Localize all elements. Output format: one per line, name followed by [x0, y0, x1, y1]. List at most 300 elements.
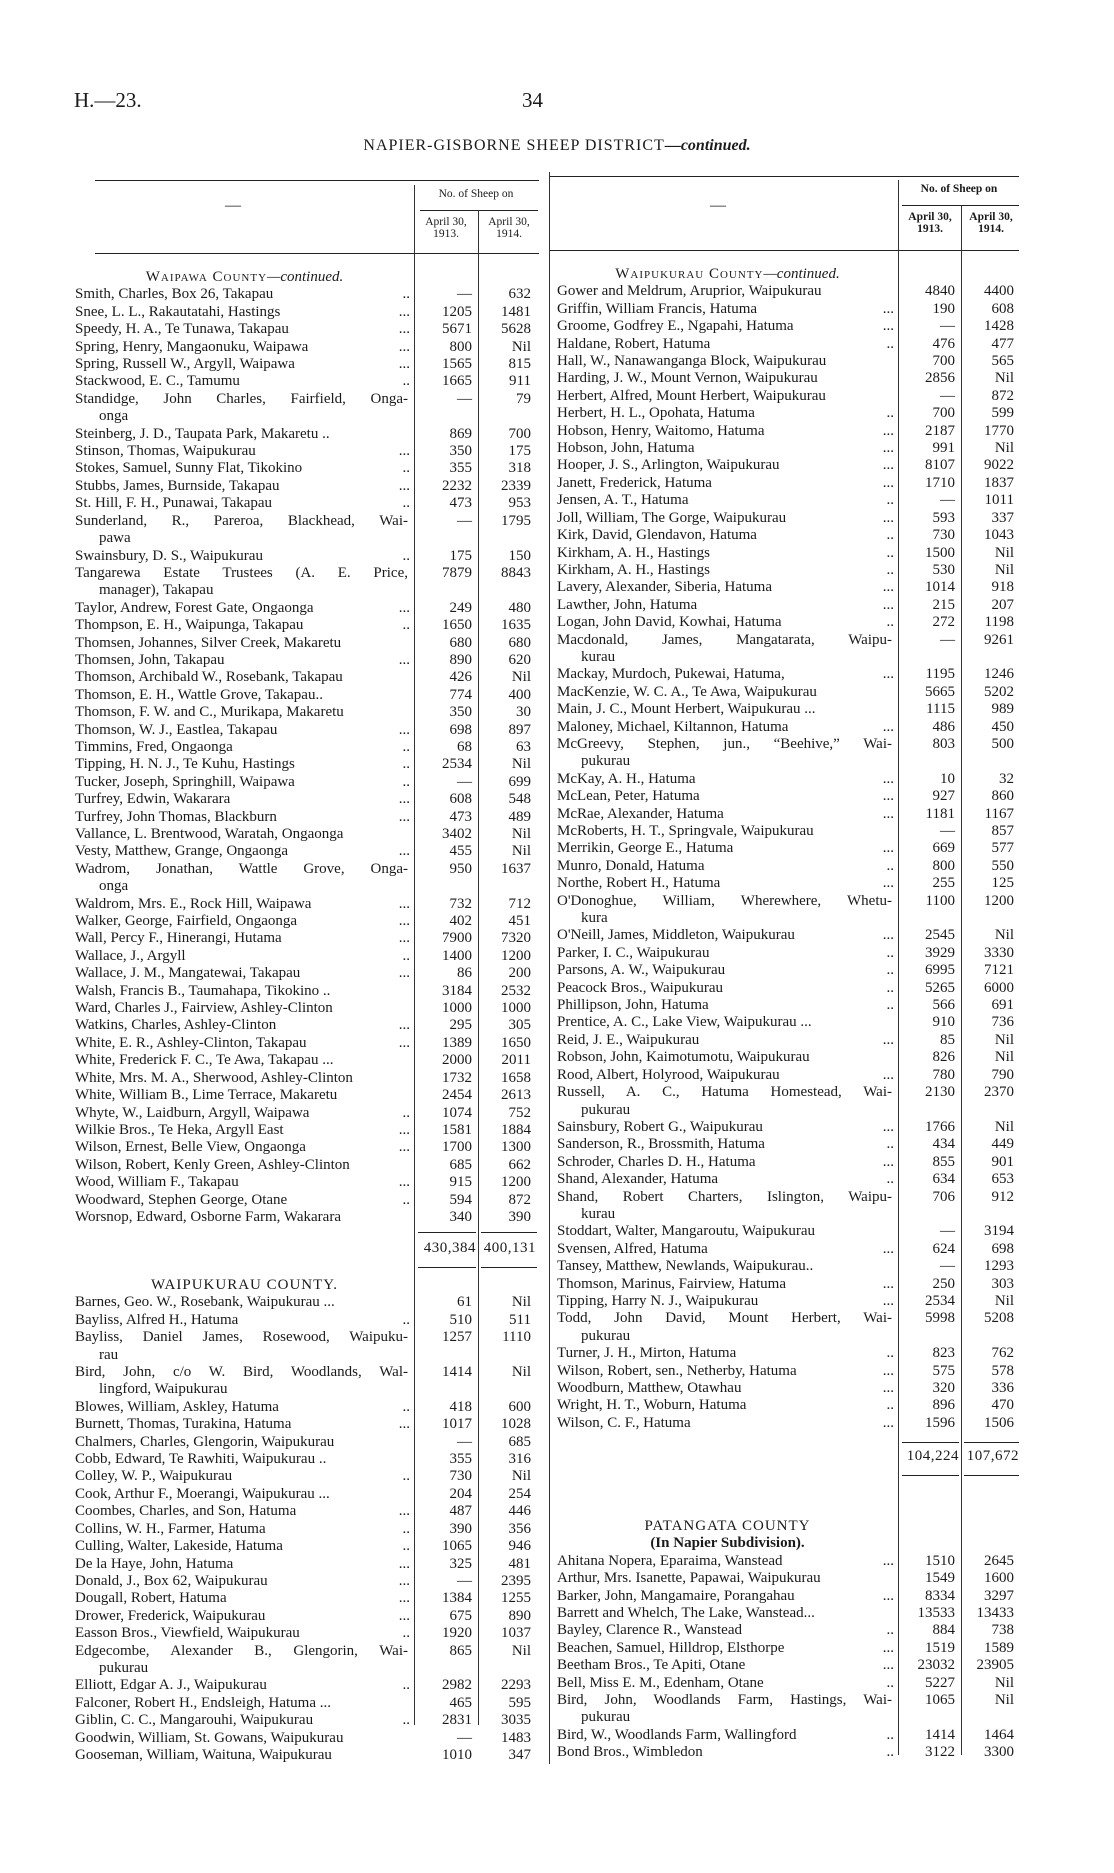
- owner-name: Gower and Meldrum, Aruprior, Waipukurau: [557, 283, 822, 300]
- heading-suffix: —continued.: [763, 266, 840, 282]
- leader-dots: ..: [886, 1622, 894, 1639]
- table-row: [557, 1189, 1020, 1224]
- sheep-1913: 730: [449, 1468, 472, 1485]
- table-row: [557, 1014, 1020, 1031]
- sheep-1913: 3402: [442, 826, 472, 842]
- table-row: [557, 945, 1020, 962]
- leader-dots: ..: [886, 944, 894, 961]
- leader-dots: ...: [882, 875, 894, 892]
- sheep-1913: 350: [449, 704, 472, 721]
- table-row: [75, 1399, 537, 1416]
- owner-cell: [557, 1744, 898, 1761]
- leader-dots: ...: [882, 788, 894, 805]
- owner-cell: [75, 1174, 414, 1191]
- owner-name: Griffin, William Francis, Hatuma: [557, 300, 758, 317]
- sheep-1913: 1074: [442, 1104, 472, 1121]
- owner-cell: [75, 1294, 414, 1311]
- table-row: [75, 1294, 537, 1311]
- owner-name: Sainsbury, Robert G., Waipukurau: [557, 1118, 763, 1135]
- owner-cell: [557, 788, 898, 805]
- owner-name: Kirk, David, Glendavon, Hatuma: [557, 527, 757, 544]
- leader-dots: ..: [402, 1625, 410, 1642]
- sheep-1914: 446: [508, 1503, 531, 1520]
- table-row: [75, 443, 537, 460]
- header-col-1914: April 30, 1914.: [969, 211, 1013, 235]
- owner-name: Bird, John, Woodlands Farm, Hastings, Wai-: [557, 1692, 892, 1709]
- owner-cell: [557, 423, 898, 440]
- owner-name-continuation: lingford, Waipukurau: [99, 1381, 228, 1398]
- table-row: [75, 1174, 537, 1191]
- sheep-1914: 989: [991, 701, 1014, 718]
- leader-dots: ..: [402, 1191, 410, 1208]
- table-row: [75, 339, 537, 356]
- owner-cell: [75, 373, 414, 390]
- table-row: [557, 632, 1020, 667]
- sheep-1914: 946: [508, 1538, 531, 1555]
- sheep-1914: 30: [516, 704, 531, 721]
- table-border: [549, 172, 550, 1764]
- owner-name: Lawther, John, Hatuma: [557, 596, 698, 613]
- table-row: [557, 388, 1020, 405]
- sheep-1913: 530: [932, 561, 955, 578]
- leader-dots: ..: [402, 1104, 410, 1121]
- waipukurau-total-row: [898, 1448, 1021, 1465]
- owner-name: Easson Bros., Viewfield, Waipukurau: [75, 1625, 300, 1642]
- owner-name: Timmins, Fred, Ongaonga: [75, 738, 233, 755]
- owner-name: Thomson, Marinus, Fairview, Hatuma: [557, 1275, 786, 1292]
- leader-dots: ...: [882, 1118, 894, 1135]
- table-row: [75, 1192, 537, 1209]
- table-row: [557, 1067, 1020, 1084]
- owner-name: Thomson, F. W. and C., Murikapa, Makaretu: [75, 704, 344, 721]
- table-row: [75, 1712, 537, 1729]
- sheep-1913: —: [457, 1572, 472, 1589]
- table-row: [557, 597, 1020, 614]
- owner-cell: [75, 1434, 414, 1451]
- leader-dots: ...: [398, 1607, 410, 1624]
- table-row: [75, 356, 537, 373]
- patangata-county-section: [557, 1518, 1020, 1762]
- owner-name: White, William B., Lime Terrace, Makaretu: [75, 1087, 338, 1104]
- owner-cell: [557, 301, 898, 318]
- owner-name-continuation: onga: [99, 878, 129, 895]
- sheep-1914: 953: [508, 495, 531, 512]
- sheep-1914: 699: [508, 773, 531, 790]
- table-row: [557, 1119, 1020, 1136]
- section-heading: [75, 269, 414, 286]
- sheep-1913: 1920: [442, 1625, 472, 1642]
- owner-name: Thomsen, John, Takapau: [75, 651, 225, 668]
- table-row: [557, 527, 1020, 544]
- sheep-1913: 1100: [925, 892, 955, 909]
- waipawa-total-row: [414, 1240, 538, 1257]
- owner-cell: [75, 1364, 414, 1399]
- owner-cell: [557, 510, 898, 527]
- owner-name: Joll, William, The Gorge, Waipukurau: [557, 509, 787, 526]
- owner-cell: [75, 1590, 414, 1607]
- owner-name: Harding, J. W., Mount Vernon, Waipukurau: [557, 370, 818, 387]
- owner-cell: [75, 1468, 414, 1485]
- owner-cell: [75, 861, 414, 896]
- owner-cell: [557, 1293, 898, 1310]
- owner-name: Tipping, H. N. J., Te Kuhu, Hastings: [75, 756, 295, 773]
- owner-name: Stubbs, James, Burnside, Takapau: [75, 477, 280, 494]
- sheep-1913: 1732: [442, 1069, 472, 1086]
- sheep-1913: —: [940, 631, 955, 648]
- table-row: [75, 1122, 537, 1139]
- leader-dots: ...: [398, 1416, 410, 1433]
- owner-cell: [75, 617, 414, 634]
- leader-dots: ..: [402, 756, 410, 773]
- owner-name: Wallace, J., Argyll: [75, 947, 186, 964]
- leader-dots: ...: [882, 1639, 894, 1656]
- sheep-1913: 476: [932, 335, 955, 352]
- sheep-1914: 3194: [984, 1223, 1014, 1240]
- owner-cell: [557, 1657, 898, 1674]
- owner-cell: [75, 1712, 414, 1729]
- table-row: [75, 1139, 537, 1156]
- title-suffix: —continued.: [664, 137, 751, 154]
- sheep-1914: 5628: [501, 321, 531, 338]
- sheep-1913: 473: [449, 808, 472, 825]
- sheep-1914: Nil: [994, 544, 1014, 561]
- table-row: [75, 913, 537, 930]
- owner-name: Walker, George, Fairfield, Ongaonga: [75, 913, 298, 930]
- total-rule: [418, 1267, 476, 1268]
- sheep-1913: 473: [449, 495, 472, 512]
- sheep-1913: 1014: [925, 579, 955, 596]
- owner-cell: [75, 896, 414, 913]
- sheep-1914: 175: [508, 443, 531, 460]
- sheep-1914: Nil: [511, 756, 531, 773]
- table-row: [557, 301, 1020, 318]
- owner-cell: [557, 684, 898, 701]
- owner-name: Wright, H. T., Woburn, Hatuma: [557, 1397, 747, 1414]
- owner-cell: [557, 980, 898, 997]
- leader-dots: ...: [398, 477, 410, 494]
- table-row: [75, 495, 537, 512]
- leader-dots: ...: [882, 840, 894, 857]
- owner-cell: [557, 562, 898, 579]
- owner-cell: [557, 666, 898, 683]
- owner-name: Turner, J. H., Mirton, Hatuma: [557, 1345, 737, 1362]
- sheep-1913: 669: [932, 840, 955, 857]
- sheep-1913: 2545: [925, 927, 955, 944]
- table-row: [557, 736, 1020, 771]
- sheep-1914: 400: [508, 686, 531, 703]
- sheep-1914: 3035: [501, 1712, 531, 1729]
- leader-dots: ...: [398, 791, 410, 808]
- leader-dots: ...: [398, 1121, 410, 1138]
- owner-name: McLean, Peter, Hatuma: [557, 788, 700, 805]
- table-row: [75, 1416, 537, 1433]
- table-row: [75, 1625, 537, 1642]
- owner-name: Logan, John David, Kowhai, Hatuma: [557, 614, 782, 631]
- table-row: [557, 1397, 1020, 1414]
- sheep-1913: 2856: [925, 370, 955, 387]
- table-row: [75, 478, 537, 495]
- leader-dots: ..: [402, 617, 410, 634]
- table-row: [557, 823, 1020, 840]
- sheep-1913: 624: [932, 1240, 955, 1257]
- owner-name: Maloney, Michael, Kiltannon, Hatuma: [557, 718, 789, 735]
- owner-cell: [75, 513, 414, 548]
- owner-cell: [75, 1070, 414, 1087]
- table-row: [557, 1032, 1020, 1049]
- leader-dots: ...: [882, 1380, 894, 1396]
- sheep-1914: 1300: [501, 1139, 531, 1156]
- sheep-1914: Nil: [994, 1031, 1014, 1048]
- owner-cell: [75, 565, 414, 600]
- sheep-1914: 736: [991, 1014, 1014, 1031]
- sheep-1913: 1000: [442, 1000, 472, 1017]
- table-row: [557, 423, 1020, 440]
- table-row: [557, 353, 1020, 370]
- table-row: [75, 617, 537, 634]
- leader-dots: ...: [882, 1414, 894, 1431]
- sheep-1914: 1658: [501, 1069, 531, 1086]
- sheep-1913: 869: [449, 425, 472, 442]
- owner-name: Bird, John, c/o W. Bird, Woodlands, Wal-: [75, 1364, 408, 1381]
- table-row: [557, 1241, 1020, 1258]
- leader-dots: ...: [398, 599, 410, 616]
- owner-cell: [557, 1640, 898, 1657]
- table-row: [75, 1157, 537, 1174]
- owner-name: De la Haye, John, Hatuma: [75, 1555, 234, 1572]
- table-row: [75, 756, 537, 773]
- owner-cell: [557, 1067, 898, 1084]
- table-row: [75, 930, 537, 947]
- sheep-1914: 608: [991, 300, 1014, 317]
- sheep-1913: 896: [932, 1397, 955, 1414]
- leader-dots: ...: [882, 474, 894, 491]
- table-row: [75, 722, 537, 739]
- blank-column-header: —: [710, 197, 726, 214]
- sheep-1913: —: [940, 823, 955, 839]
- table-row: [557, 771, 1020, 788]
- sheep-1914: 599: [991, 405, 1014, 422]
- owner-cell: [75, 791, 414, 808]
- owner-cell: [75, 1730, 414, 1747]
- sheep-1914: Nil: [511, 1468, 531, 1485]
- owner-name: Wilson, Ernest, Belle View, Ongaonga: [75, 1139, 306, 1156]
- waipawa-county-section: [75, 269, 537, 1226]
- owner-cell: [557, 545, 898, 562]
- sheep-1913: 1510: [925, 1552, 955, 1569]
- header-sheep-group: No. of Sheep on: [920, 183, 998, 195]
- owner-name: Drower, Frederick, Waipukurau: [75, 1607, 266, 1624]
- sheep-1913: 175: [449, 547, 472, 564]
- sheep-1914: 860: [991, 788, 1014, 805]
- owner-name: Parker, I. C., Waipukurau: [557, 944, 710, 961]
- sheep-1913: 85: [940, 1031, 955, 1048]
- leader-dots: ..: [886, 544, 894, 561]
- owner-name: Rood, Albert, Holyrood, Waipukurau: [557, 1066, 780, 1083]
- owner-cell: [557, 1380, 898, 1397]
- sheep-1913: 774: [449, 686, 472, 703]
- table-row: [557, 1570, 1020, 1587]
- owner-cell: [75, 722, 414, 739]
- sheep-1913: 7900: [442, 930, 472, 947]
- leader-dots: ..: [402, 738, 410, 755]
- sheep-1914: 450: [991, 718, 1014, 735]
- owner-name: Schroder, Charles D. H., Hatuma: [557, 1153, 756, 1170]
- sheep-1914: 356: [508, 1520, 531, 1537]
- document-code: H.—23.: [74, 88, 142, 112]
- sheep-1913: 4840: [925, 283, 955, 300]
- owner-cell: [75, 1399, 414, 1416]
- sheep-1913: 1549: [925, 1570, 955, 1587]
- sheep-1913: 1065: [925, 1692, 955, 1709]
- table-row: [557, 336, 1020, 353]
- owner-name-continuation: rau: [99, 1346, 119, 1363]
- sheep-1914: 1028: [501, 1416, 531, 1433]
- sheep-1914: Nil: [511, 1364, 531, 1381]
- table-row: [557, 1136, 1020, 1153]
- owner-cell: [557, 875, 898, 892]
- sheep-1913: 340: [449, 1208, 472, 1225]
- owner-name: Hobson, John, Hatuma: [557, 440, 695, 457]
- leader-dots: ...: [882, 1240, 894, 1257]
- sheep-1914: 254: [508, 1485, 531, 1502]
- owner-name: Bayliss, Alfred H., Hatuma: [75, 1311, 239, 1328]
- owner-name: Wilkie Bros., Te Heka, Argyll East: [75, 1121, 284, 1138]
- leader-dots: ..: [402, 547, 410, 564]
- sheep-1913: 2982: [442, 1677, 472, 1694]
- leader-dots: ...: [398, 1174, 410, 1191]
- leader-dots: ..: [886, 614, 894, 631]
- total-rule: [902, 1442, 959, 1443]
- sheep-1914: 700: [508, 425, 531, 442]
- sheep-1913: 5265: [925, 979, 955, 996]
- sheep-1914: 316: [508, 1451, 531, 1468]
- leader-dots: ...: [398, 1503, 410, 1520]
- owner-cell: [75, 652, 414, 669]
- owner-name: McRae, Alexander, Hatuma: [557, 805, 724, 822]
- owner-name: Haldane, Robert, Hatuma: [557, 335, 711, 352]
- sheep-1913: 3929: [925, 944, 955, 961]
- sheep-1914: 1589: [984, 1639, 1014, 1656]
- owner-name: Wilson, Robert, sen., Netherby, Hatuma: [557, 1362, 797, 1379]
- owner-name: McRoberts, H. T., Springvale, Waipukurau: [557, 823, 814, 839]
- table-row: [557, 666, 1020, 683]
- sheep-1914: 1037: [501, 1625, 531, 1642]
- leader-dots: ...: [398, 338, 410, 355]
- leader-dots: ..: [886, 997, 894, 1014]
- owner-name: Turfrey, John Thomas, Blackburn: [75, 808, 277, 825]
- owner-name: Colley, W. P., Waipukurau: [75, 1468, 233, 1485]
- owner-cell: [75, 1486, 414, 1503]
- section-heading: WAIPUKURAU COUNTY.: [151, 1277, 338, 1293]
- owner-cell: [557, 1397, 898, 1414]
- owner-cell: [557, 492, 898, 509]
- page-number: 34: [522, 88, 543, 112]
- table-row: [557, 1276, 1020, 1293]
- owner-cell: [557, 579, 898, 596]
- owner-cell: [557, 1136, 898, 1153]
- owner-name: Wood, William F., Takapau: [75, 1174, 239, 1191]
- sheep-1914: 7320: [501, 930, 531, 947]
- table-row: [75, 565, 537, 600]
- leader-dots: ...: [398, 321, 410, 338]
- owner-cell: [75, 983, 414, 1000]
- sheep-1913: 320: [932, 1380, 955, 1396]
- leader-dots: ...: [398, 1572, 410, 1589]
- owner-name: White, Frederick F. C., Te Awa, Takapau ...: [75, 1052, 334, 1069]
- owner-cell: [557, 1223, 898, 1240]
- sheep-1914: 3297: [984, 1587, 1014, 1604]
- owner-cell: [557, 962, 898, 979]
- owner-name: Falconer, Robert H., Endsleigh, Hatuma ...: [75, 1694, 332, 1711]
- owner-cell: [557, 1553, 898, 1570]
- sheep-1913: —: [457, 390, 472, 407]
- owner-cell: [75, 1329, 414, 1364]
- leader-dots: ...: [882, 805, 894, 822]
- owner-name: Herbert, Alfred, Mount Herbert, Waipukurau: [557, 387, 826, 404]
- sheep-1914: 1255: [501, 1590, 531, 1607]
- sheep-1914: 2532: [501, 982, 531, 999]
- owner-cell: [557, 1154, 898, 1171]
- table-row: [557, 1415, 1020, 1432]
- sheep-1914: 653: [991, 1171, 1014, 1188]
- sheep-1913: 2454: [442, 1087, 472, 1104]
- owner-cell: [75, 1122, 414, 1139]
- leader-dots: ..: [402, 1311, 410, 1328]
- sheep-1914: 477: [991, 335, 1014, 352]
- table-row: [75, 1000, 537, 1017]
- leader-dots: ...: [882, 1031, 894, 1048]
- table-row: [557, 1223, 1020, 1240]
- table-row: [75, 861, 537, 896]
- sheep-1913: 350: [449, 443, 472, 460]
- sheep-1913: 780: [932, 1066, 955, 1083]
- sheep-1914: 3300: [984, 1744, 1014, 1761]
- sheep-1913: 730: [932, 527, 955, 544]
- table-row: [75, 1209, 537, 1226]
- sheep-1914: 451: [508, 913, 531, 930]
- table-row: [557, 997, 1020, 1014]
- sheep-1914: 207: [991, 596, 1014, 613]
- leader-dots: ..: [402, 947, 410, 964]
- sheep-1913: 593: [932, 509, 955, 526]
- sheep-1913: 3122: [925, 1744, 955, 1761]
- owner-cell: [557, 440, 898, 457]
- sheep-1914: 4400: [984, 283, 1014, 300]
- owner-name: Edgecombe, Alexander B., Glengorin, Wai-: [75, 1642, 408, 1659]
- sheep-1914: 1637: [501, 860, 531, 877]
- heading-suffix: —continued.: [267, 269, 344, 285]
- owner-cell: [557, 806, 898, 823]
- owner-name: Spring, Henry, Mangaonuku, Waipawa: [75, 338, 309, 355]
- table-row: [75, 304, 537, 321]
- leader-dots: ..: [886, 1345, 894, 1362]
- owner-name: Thomson, E. H., Wattle Grove, Takapau..: [75, 686, 323, 703]
- sheep-1914: 481: [508, 1555, 531, 1572]
- owner-cell: [557, 1171, 898, 1188]
- owner-cell: [75, 669, 414, 686]
- sheep-1913: 2534: [442, 756, 472, 773]
- sheep-1914: 685: [508, 1433, 531, 1450]
- sheep-1914: 698: [991, 1240, 1014, 1257]
- title-text: NAPIER-GISBORNE SHEEP DISTRICT: [363, 137, 665, 154]
- leader-dots: ...: [882, 1292, 894, 1309]
- sheep-1914: 1464: [984, 1726, 1014, 1743]
- table-row: [75, 600, 537, 617]
- table-row: [557, 1084, 1020, 1119]
- heading-text: Waipukurau County: [615, 266, 764, 282]
- owner-name: Woodward, Stephen George, Otane: [75, 1191, 288, 1208]
- sheep-1913: —: [940, 1258, 955, 1275]
